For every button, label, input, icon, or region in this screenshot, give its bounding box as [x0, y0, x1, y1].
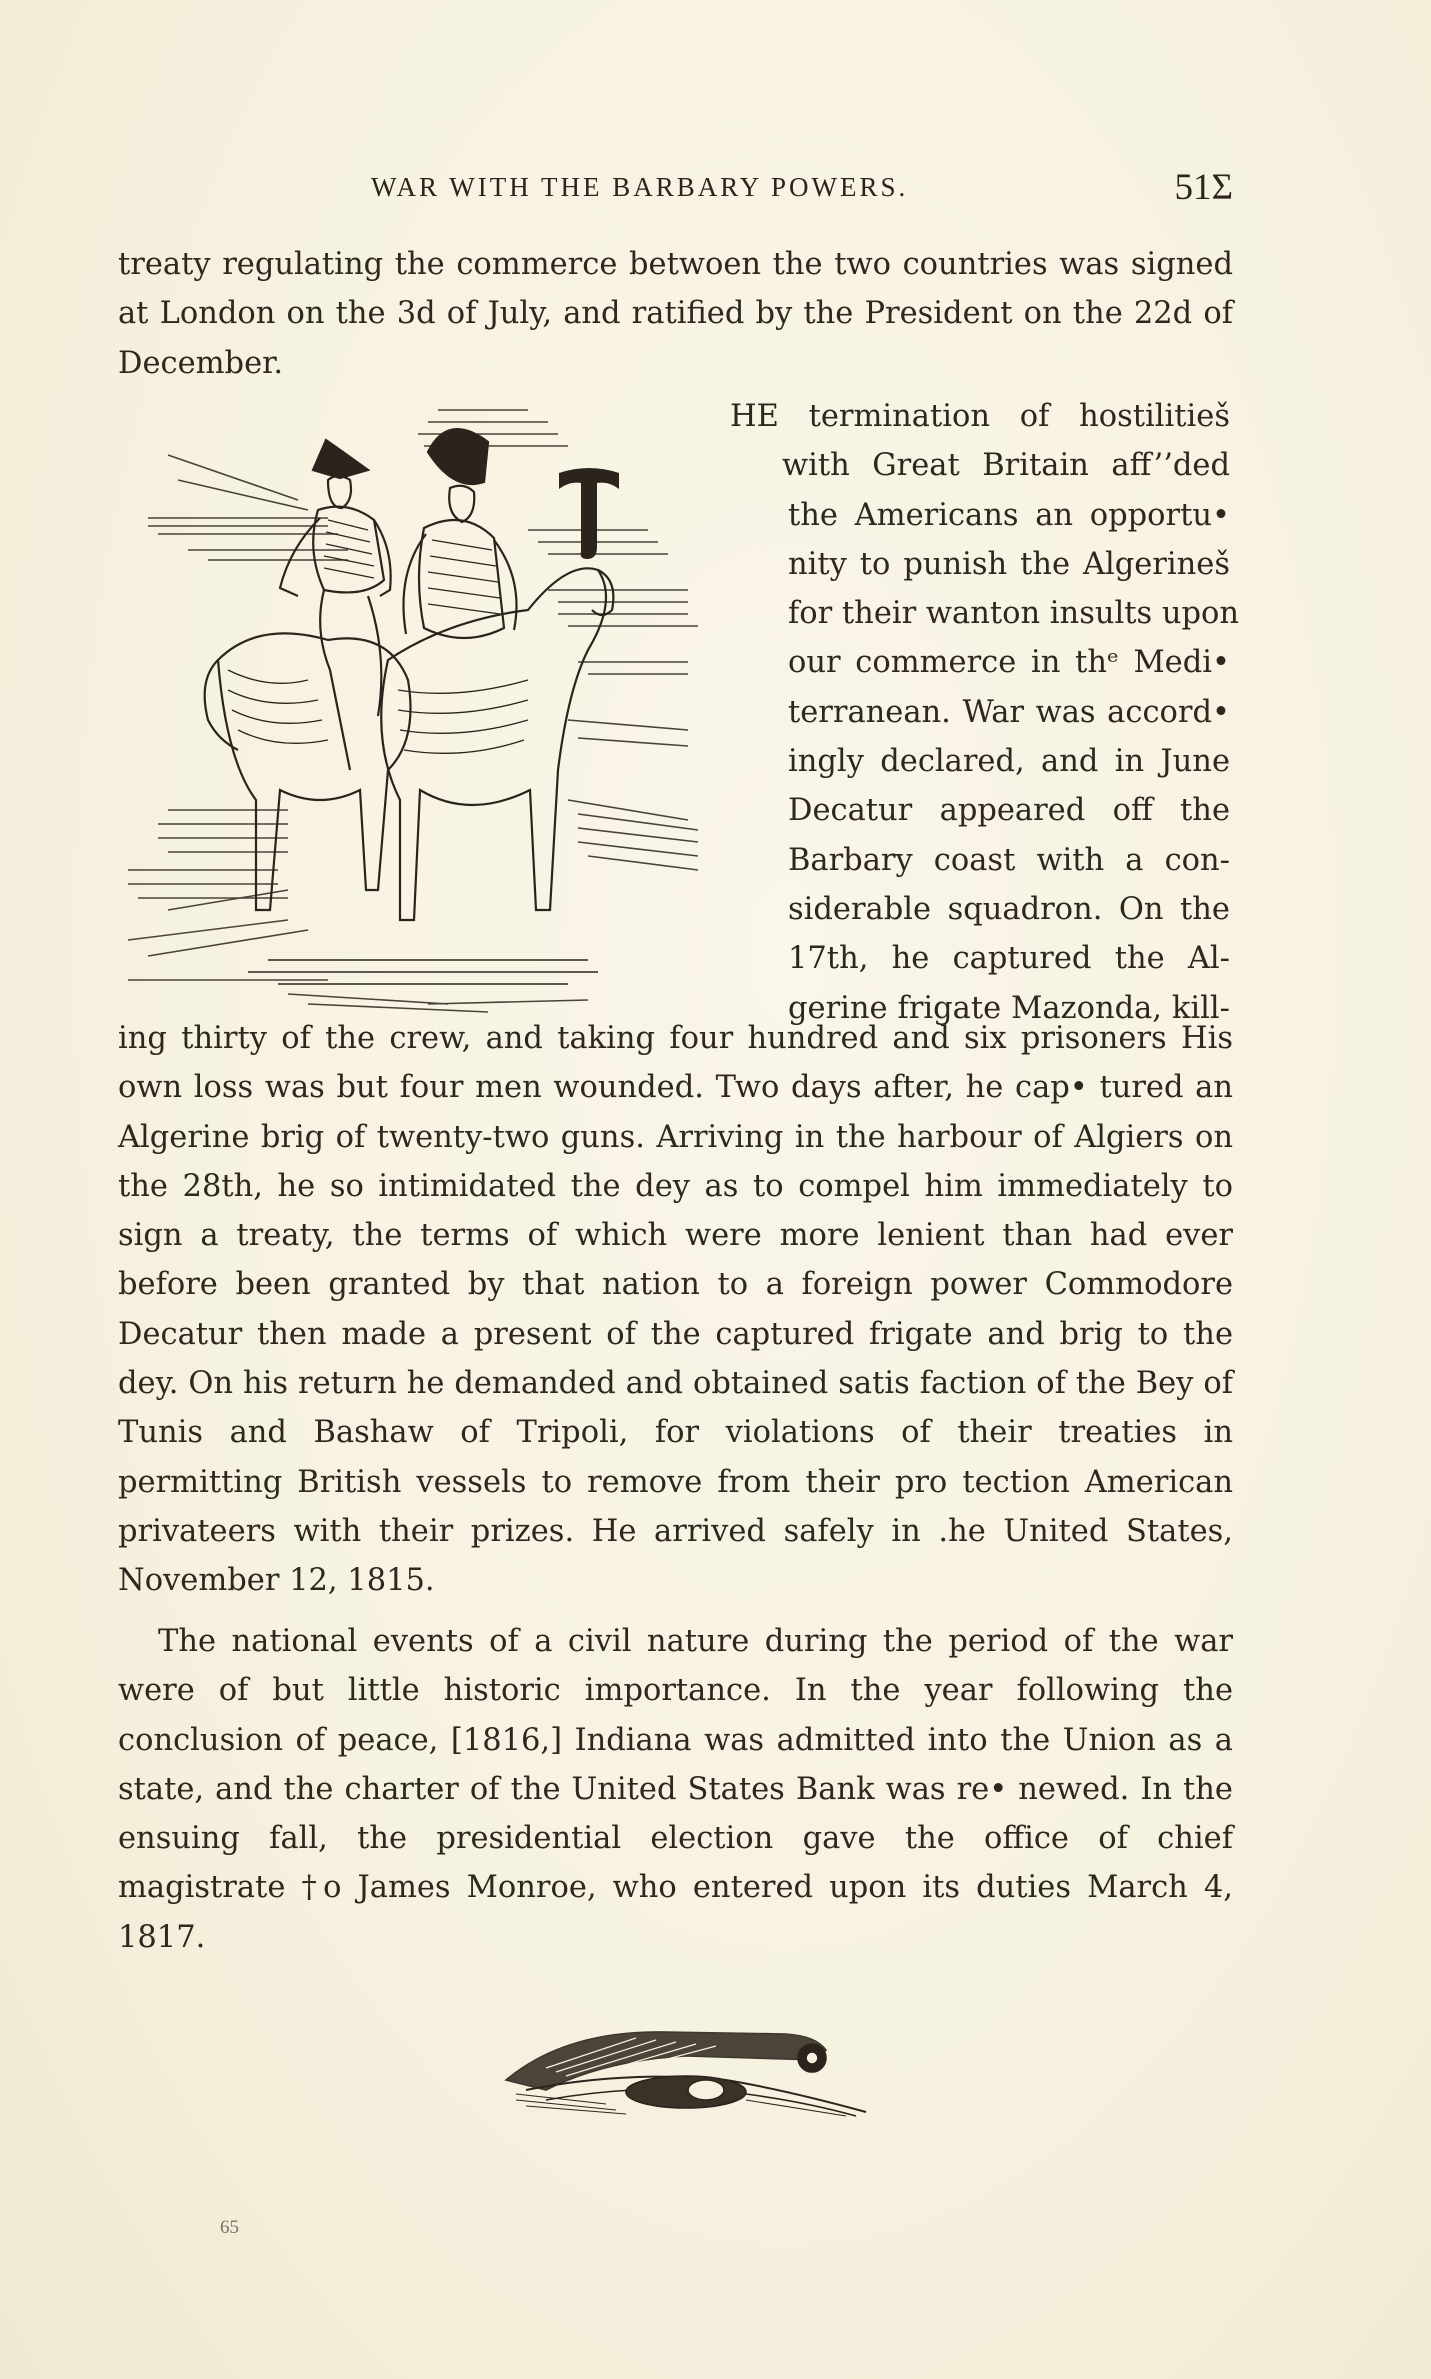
wrapped-line: nity to punish the Algerineš [788, 546, 1230, 582]
cannon-tailpiece-icon [486, 2020, 876, 2120]
wrapped-line: with Great Britain aff’’ded [782, 448, 1230, 484]
wrapped-line: our commerce in thᵉ Medi• [788, 645, 1230, 681]
page-number: 51Σ [1174, 167, 1233, 208]
wrapped-text-column [730, 392, 1240, 1033]
signature-mark: 65 [220, 2217, 239, 2238]
wrapped-line: gerine frigate Mazonda, kill- [788, 990, 1230, 1026]
wrapped-line: ingly declared, and in June [788, 744, 1230, 780]
wrapped-line: 17th, he captured the Al- [788, 941, 1230, 977]
intro-paragraph: treaty regulating the commerce betwoen the two countries was signed at London on the 3d of July, and ratified by the President on the 22d of December. [118, 247, 1233, 381]
wrapped-line: HE termination of hostilitieš [730, 399, 1230, 434]
wrapped-line: for their wanton insults upon [788, 596, 1240, 632]
main-paragraph-continuation: ing thirty of the crew, and taking four hundred and six prisoners His own loss was but four men wounded. Two days after, he cap• tured an Algerine brig of twenty-two guns. Arriving in the harbour of Algiers on the 28th, he so intimidated the dey as to compel him immediately to sign a treaty, the terms of which were more lenient than had ever before been granted by that nation to a foreign power Commodore Decatur then made a present of the captured frigate and brig to the dey. On his return he demanded and obtained satis faction of the Bey of Tunis and Bashaw of Tripoli, for violations of their treaties in permitting British vessels to remove from their pro tection American privateers with their prizes. He arrived safely in .he United States, November 12, 1815. [118, 1021, 1233, 1599]
wrapped-line: the Americans an opportu• [788, 497, 1230, 533]
running-title: WAR WITH THE BARBARY POWERS. [371, 172, 909, 202]
drop-cap-t [557, 463, 621, 563]
wrapped-line: Barbary coast with a con- [788, 842, 1230, 878]
second-paragraph: The national events of a civil nature during the period of the war were of but little historic importance. In the year following the conclusion of peace, [1816,] Indiana was admitted into the Union as a state, and the charter of the United States Bank was re• newed. In the ensuing fall, the presidential election gave the office of chief magistrate †o James Monroe, who entered upon its duties March 4, 1817. [118, 1624, 1233, 1955]
page-header [118, 167, 1233, 212]
wrapped-line: terranean. War was accord• [788, 694, 1230, 730]
mounted-officers-engraving-icon [128, 400, 768, 1020]
wrapped-line: siderable squadron. On the [788, 891, 1230, 927]
wrapped-line: Decatur appeared off the [788, 793, 1230, 829]
